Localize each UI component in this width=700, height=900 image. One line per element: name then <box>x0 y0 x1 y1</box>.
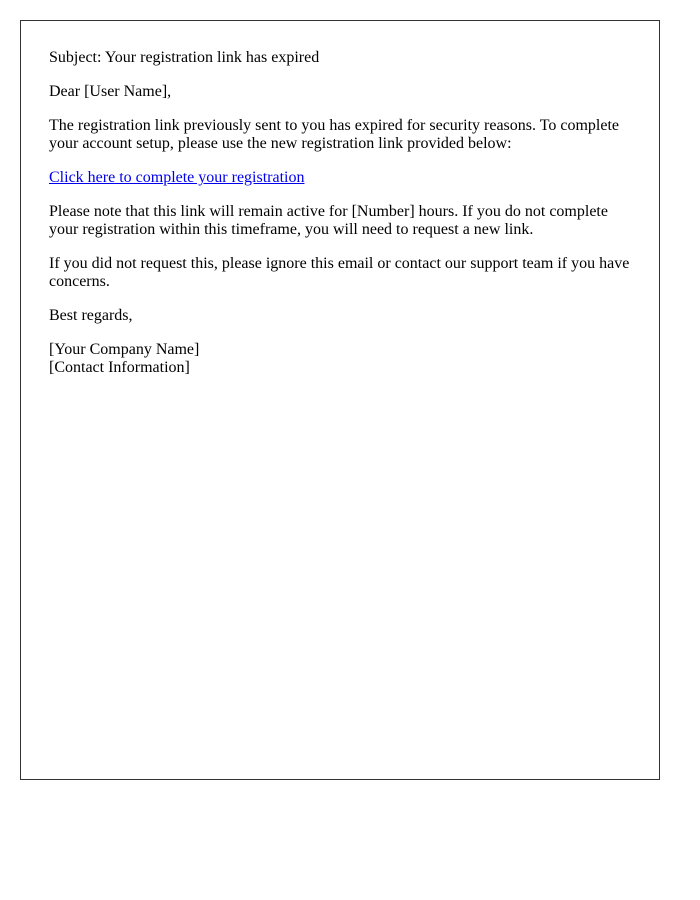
registration-link-paragraph <box>49 169 631 187</box>
email-paragraph-expired: The registration link previously sent to you has expired for security reasons. To complete your account setup, please use the new registration link provided below: <box>49 117 619 152</box>
email-subject: Subject: Your registration link has expired <box>49 49 320 66</box>
email-closing: Best regards, <box>49 307 133 324</box>
email-signature <box>49 341 631 377</box>
email-letter <box>20 20 660 780</box>
email-paragraph-validity: Please note that this link will remain active for [Number] hours. If you do not complete your registration within this timeframe, you will need to request a new link. <box>49 203 608 238</box>
email-paragraph-ignore: If you did not request this, please ignore this email or contact our support team if you have concerns. <box>49 255 630 290</box>
registration-link[interactable]: Click here to complete your registration <box>49 169 305 186</box>
signature-company: [Your Company Name] <box>49 341 200 358</box>
email-greeting: Dear [User Name], <box>49 83 172 100</box>
signature-contact: [Contact Information] <box>49 359 190 376</box>
